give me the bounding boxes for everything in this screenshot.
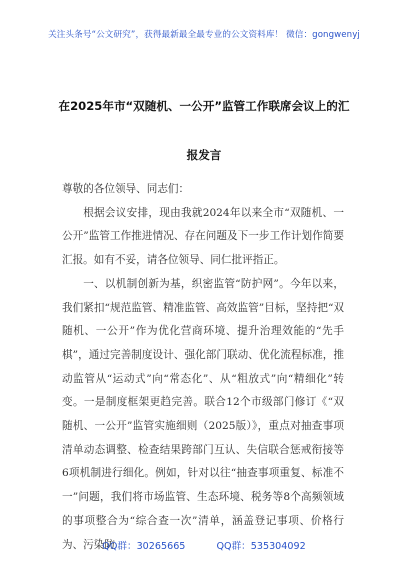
document-body — [62, 178, 344, 557]
header-note: 关注头条号“公文研究”，获得最新最全最专业的公文资料库！ 微信：gongwenyj — [48, 30, 360, 40]
document-title-line-2: 报发言 — [186, 148, 222, 162]
paragraph-section-one: 一、以机制创新为基，织密监管“防护网”。今年以来，我们紧扣“规范监管、精准监管、高效监管”目标，坚持把“双随机、一公开”作为优化营商环境、提升治理效能的“先手棋”，通过完善制度设计、强化部门联动、优化流程标准，推动监管从“运动式”向“常态化”、从“粗放式”向“精细化”转变。一是制度框架更趋完善。联合12个市级部门修订《“双随机、一公开”监管实施细则（2025版）》，重点对抽查事项清单动态调整、检查结果跨部门互认、失信联合惩戒衔接等6项机制进行细化。例如，针对以往“抽查事项重复、标准不一”问题，我们将市场监管、生态环境、税务等8个高频领域的事项整合为“综合查一次”清单，涵盖登记事项、价格行为、污染防 — [62, 277, 344, 551]
footer-qq-group-1: QQ群：30265665 — [102, 541, 186, 552]
footer-qq-group-2: QQ群：535304092 — [216, 541, 306, 552]
document-title-line-1: 在2025年市“双随机、一公开”监管工作联席会议上的汇 — [58, 99, 350, 113]
salutation: 尊敬的各位领导、同志们： — [62, 183, 190, 195]
paragraph-intro: 根据会议安排，现由我就2024年以来全市“双随机、一公开”监管工作推进情况、存在问题及下一步工作计划作简要汇报。如有不妥，请各位领导、同仁批评指正。 — [62, 206, 344, 267]
footer — [0, 538, 408, 552]
